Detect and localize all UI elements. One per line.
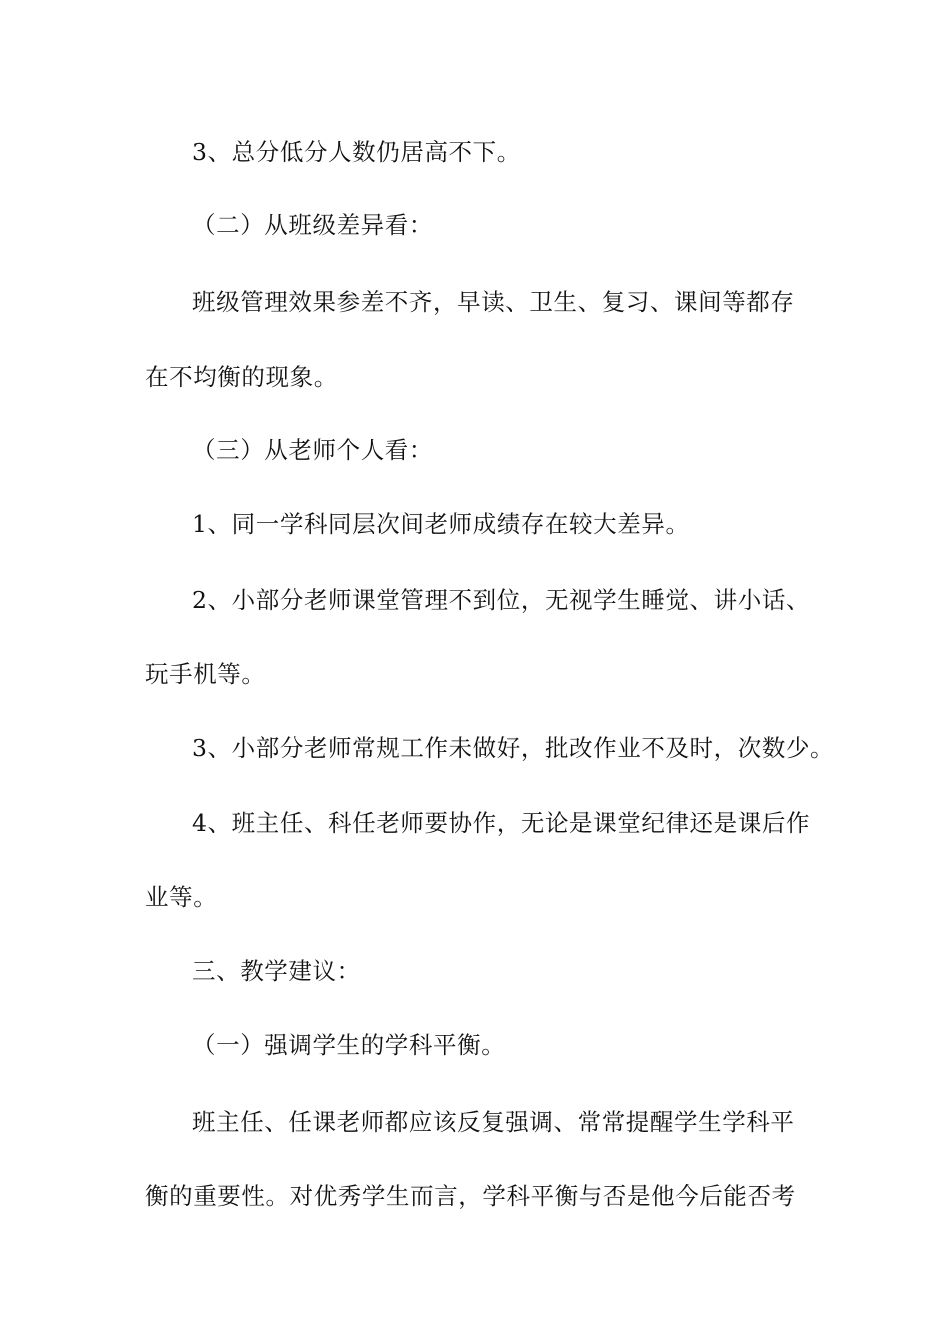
paragraph-line: 在不均衡的现象。 [145,363,338,391]
section-heading: （三）从老师个人看： [192,436,433,464]
paragraph-line: 玩手机等。 [145,660,266,688]
paragraph-line: 衡的重要性。对优秀学生而言，学科平衡与否是他今后能否考 [145,1182,796,1210]
paragraph-line: 业等。 [145,883,218,911]
paragraph-line: 4、班主任、科任老师要协作，无论是课堂纪律还是课后作 [192,809,811,837]
paragraph-line: 班级管理效果参差不齐，早读、卫生、复习、课间等都存 [192,288,795,316]
paragraph-line: 班主任、任课老师都应该反复强调、常常提醒学生学科平 [192,1108,795,1136]
paragraph-line: 1、同一学科同层次间老师成绩存在较大差异。 [192,510,690,538]
section-heading: 三、教学建议： [192,957,361,985]
section-heading: （一）强调学生的学科平衡。 [192,1031,506,1059]
paragraph-line: 3、小部分老师常规工作未做好，批改作业不及时，次数少。 [192,734,835,762]
section-heading: （二）从班级差异看： [192,211,433,239]
paragraph-line: 3、总分低分人数仍居高不下。 [192,138,521,166]
paragraph-line: 2、小部分老师课堂管理不到位，无视学生睡觉、讲小话、 [192,586,811,614]
